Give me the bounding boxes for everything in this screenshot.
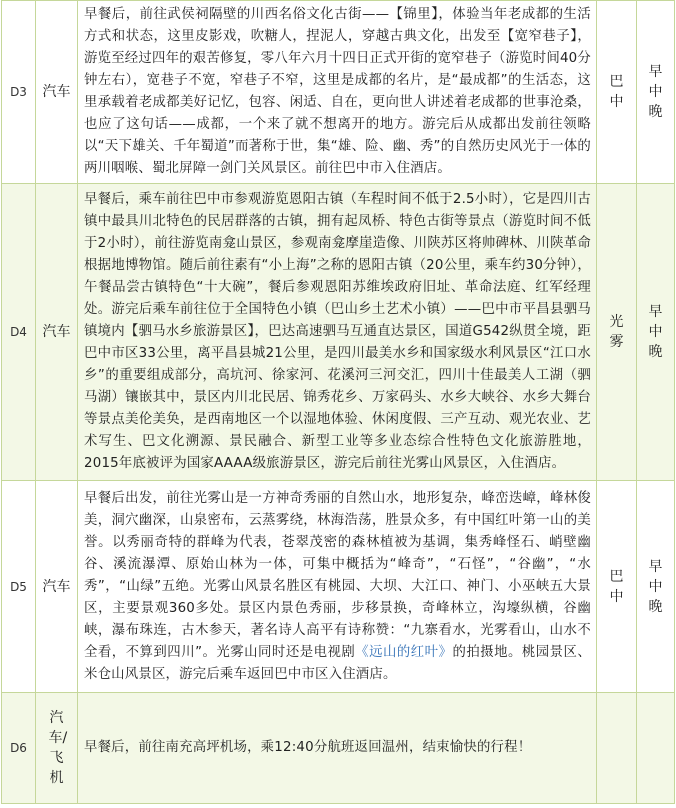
meals-cell xyxy=(637,693,675,804)
accommodation-cell xyxy=(597,1,637,184)
transport-cell xyxy=(36,693,78,804)
accommodation-text: 巴中 xyxy=(609,74,624,110)
meals-cell xyxy=(637,1,675,184)
day-cell: D3 xyxy=(2,1,36,184)
itinerary-row-d3 xyxy=(2,1,675,184)
day-cell: D5 xyxy=(2,481,36,693)
accommodation-cell xyxy=(597,693,637,804)
itinerary-row-d5 xyxy=(2,481,675,693)
day-cell: D4 xyxy=(2,184,36,481)
accommodation-cell xyxy=(597,481,637,693)
accommodation-cell xyxy=(597,184,637,481)
description-text-end: 的拍摄地。桃园景区、米仓山风景区，游完后乘车返回巴中市区入住酒店。 xyxy=(84,644,592,682)
itinerary-table xyxy=(1,0,675,804)
itinerary-description: 早餐后，乘车前往巴中市参观游览恩阳古镇（车程时间不低于2.5小时），它是四川古镇中最具川北特色的民居群落的古镇，拥有起凤桥、特色古街等景点（游览时间不低于2小时），前往游览南龛山景区，参观南龛摩崖造像、川陕苏区将帅碑林、川陕革命根据地博物馆。随后前往素有“小上海”之称的恩阳古镇（20公里，乘车约30分钟），午餐品尝古镇特色“十大碗”，餐后参观恩阳苏维埃政府旧址、革命法庭、红军经理处。游完后乘车前往位于全国特色小镇（巴山乡土艺术小镇）——巴中市平昌县驷马镇境内【驷马水乡旅游景区】，巴达高速驷马互通直达景区，国道G542纵贯全境，距巴中市区33公里，离平昌县城21公里，是四川最美水乡和国家级水利风景区“江口水乡”的重要组成部分，高坑河、徐家河、花溪河三河交汇，四川十佳最美人工湖（驷马湖）镶嵌其中，景区内川北民居、锦秀花乡、万家码头、水乡大峡谷、水乡大舞台等景点美伦美奂，是西南地区一个以湿地体验、休闲度假、三产互动、观光农业、艺术写生、巴文化溯源、景民融合、新型工业等多业态综合性特色文化旅游胜地，2015年底被评为国家AAAA级旅游景区，游完后前往光雾山风景区，入住酒店。 xyxy=(78,184,597,481)
tv-series-title: 《远山的红叶》 xyxy=(355,644,453,660)
itinerary-description xyxy=(78,481,597,693)
meals-cell xyxy=(637,184,675,481)
day-cell: D6 xyxy=(2,693,36,804)
meals-text: 早中晚 xyxy=(648,558,663,615)
transport-cell: 汽车 xyxy=(36,184,78,481)
transport-cell: 汽车 xyxy=(36,481,78,693)
meals-text: 早中晚 xyxy=(648,304,663,360)
description-text: 早餐后出发，前往光雾山是一方神奇秀丽的自然山水，地形复杂，峰峦迭嶂，峰林俊美，洞穴幽深，山泉密布，云蒸雾绕，林海浩荡，胜景众多，有中国红叶第一山的美誉。以秀丽奇特的群峰为代表，苍翠茂密的森林植被为基调，集秀峰怪石、峭壁幽谷、溪流瀑潭、原始山林为一体，可集中概括为“峰奇”，“石怪”，“谷幽”，“水秀”，“山绿”五绝。光雾山风景名胜区有桃园、大坝、大江口、神门、小巫峡五大景区，主要景观360多处。景区内景色秀丽，步移景换，奇峰林立，沟壕纵横，谷幽峡，瀑布珠连，古木参天，著名诗人高平有诗称赞：“九寨看水，光雾看山，山水不全看，不算到四川”。光雾山同时还是电视剧 xyxy=(84,490,591,660)
itinerary-description: 早餐后，前往武侯祠隔壁的川西名俗文化古街——【锦里】，体验当年老成都的生活方式和状态，这里皮影戏，吹糖人，捏泥人，穿越古典文化，出发至【宽窄巷子】，游览至经过四年的艰苦修复，零八年六月十四日正式开街的宽窄巷子（游览时间40分钟左右），宽巷子不宽，窄巷子不窄，这里是成都的名片，是“最成都”的生活态，这里承载着老成都美好记忆，包容、闲适、自在，更向世人讲述着老成都的世事沧桑，也应了这句话——成都，一个来了就不想离开的地方。游完后从成都出发前往领略以“天下雄关、千年蜀道”而著称于世，集“雄、险、幽、秀”的自然历史风光于一体的两川咽喉、蜀北屏障一剑门关风景区。前往巴中市入住酒店。 xyxy=(78,1,597,184)
itinerary-row-d4 xyxy=(2,184,675,481)
accommodation-text: 巴中 xyxy=(609,568,624,605)
itinerary-row-d6 xyxy=(2,693,675,804)
accommodation-text: 光雾 xyxy=(609,314,624,350)
meals-text: 早中晚 xyxy=(648,64,663,120)
meals-cell xyxy=(637,481,675,693)
transport-cell: 汽车 xyxy=(36,1,78,184)
itinerary-description: 早餐后，前往南充高坪机场，乘12:40分航班返回温州，结束愉快的行程！ xyxy=(78,693,597,804)
transport-text: 汽车/飞机 xyxy=(48,709,68,786)
